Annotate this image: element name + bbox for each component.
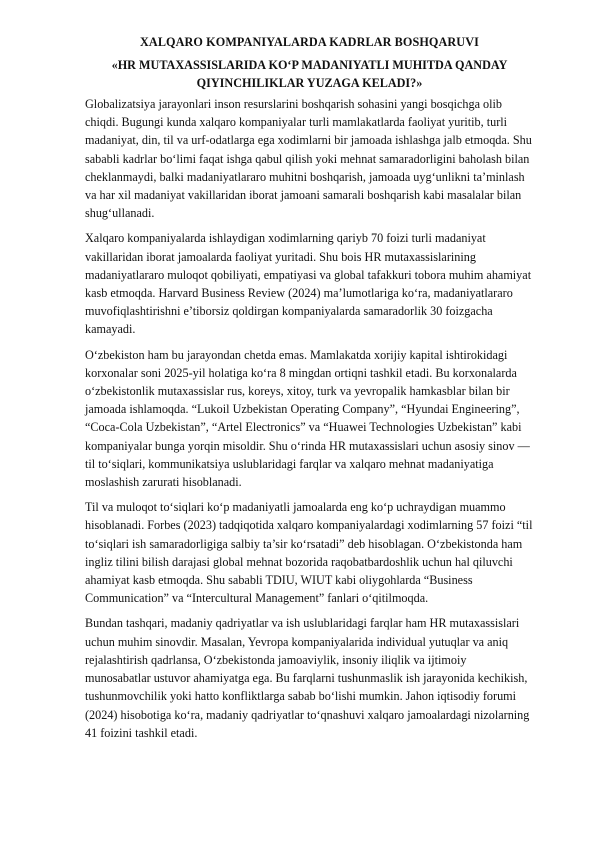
paragraph-2: Xalqaro kompaniyalarda ishlaydigan xodimlarning qariyb 70 foizi turli madaniyat vakillaridan iborat jamoalarda faoliyat yuritadi. Shu bois HR mutaxassislarining madaniyatlararo muloqot qobiliyati, empatiyasi va global tafakkuri tobora muhim ahamiyat kasb etmoqda. Harvard Business Review (2024) ma’lumotlariga ko‘ra, madaniyatlararo muvofiqlashtirishni e’tiborsiz qoldirgan kompaniyalarda samaradorlik 30 foizgacha kamayadi.: [85, 231, 532, 337]
document-subtitle: «HR MUTAXASSISLARIDA KO‘P MADANIYATLI MUHITDA QANDAY QIYINCHILIKLAR YUZAGA KELADI?»: [111, 58, 508, 90]
paragraph-1: Globalizatsiya jarayonlari inson resurslarini boshqarish sohasini yangi bosqichga olib chiqdi. Bugungi kunda xalqaro kompaniyalar turli mamlakatlarda faoliyat yuritib, turli madaniyat, din, til va urf-odatlarga ega xodimlarni bir jamoada ishlashga jalb etmoqda. Shu sababli kadrlar bo‘limi faqat ishga qabul qilish yoki mehnat samaradorligini baholash bilan cheklanmaydi, balki madaniyatlararo muhitni boshqarish, jamoada uyg‘unlikni ta’minlash va har xil madaniyat vakillaridan iborat jamoani samarali boshqarish kabi masalalar bilan shug‘ullanadi.: [85, 97, 532, 221]
paragraph-4: Til va muloqot to‘siqlari ko‘p madaniyatli jamoalarda eng ko‘p uchraydigan muammo hisoblanadi. Forbes (2023) tadqiqotida xalqaro kompaniyalardagi xodimlarning 57 foizi “til to‘siqlari ish samaradorligiga salbiy ta’sir ko‘rsatadi” deb hisoblagan. O‘zbekistonda ham ingliz tilini bilish darajasi global mehnat bozorida raqobatbardoshlik uchun hal qiluvchi ahamiyat kasb etmoqda. Shu sababli TDIU, WIUT kabi oliygohlarda “Business Communication” va “Intercultural Management” fanlari o‘qitilmoqda.: [85, 500, 533, 606]
paragraph-5: Bundan tashqari, madaniy qadriyatlar va ish uslublaridagi farqlar ham HR mutaxassislari uchun muhim sinovdir. Masalan, Yevropa kompaniyalarida individual yutuqlar va aniq rejalashtirish qadrlansa, O‘zbekistonda jamoaviylik, insoniy iliqlik va ijtimoiy munosabatlar ustuvor ahamiyatga ega. Bu farqlarni tushunmaslik ish jarayonida kechikish, tushunmovchilik yoki hatto konfliktlarga sabab bo‘lishi mumkin. Jahon iqtisodiy forumi (2024) hisobotiga ko‘ra, madaniy qadriyatlar to‘qnashuvi xalqaro jamoalardagi nizolarning 41 foizini tashkil etadi.: [85, 616, 530, 740]
document-title: XALQARO KOMPANIYALARDA KADRLAR BOSHQARUVI: [140, 35, 479, 49]
paragraph-3: O‘zbekiston ham bu jarayondan chetda emas. Mamlakatda xorijiy kapital ishtirokidagi korxonalar soni 2025-yil holatiga ko‘ra 8 mingdan ortiqni tashkil etadi. Bu korxonalarda o‘zbekistonlik mutaxassislar rus, koreys, xitoy, turk va yevropalik hamkasblar bilan bir jamoada ishlamoqda. “Lukoil Uzbekistan Operating Company”, “Hyundai Engineering”, “Coca-Cola Uzbekistan”, “Artel Electronics” va “Huawei Technologies Uzbekistan” kabi kompaniyalar bunga yorqin misoldir. Shu o‘rinda HR mutaxassislari uchun asosiy sinov — til to‘siqlari, kommunikatsiya uslublaridagi farqlar va xalqaro mehnat madaniyatiga moslashish zarurati hisoblanadi.: [85, 347, 530, 490]
